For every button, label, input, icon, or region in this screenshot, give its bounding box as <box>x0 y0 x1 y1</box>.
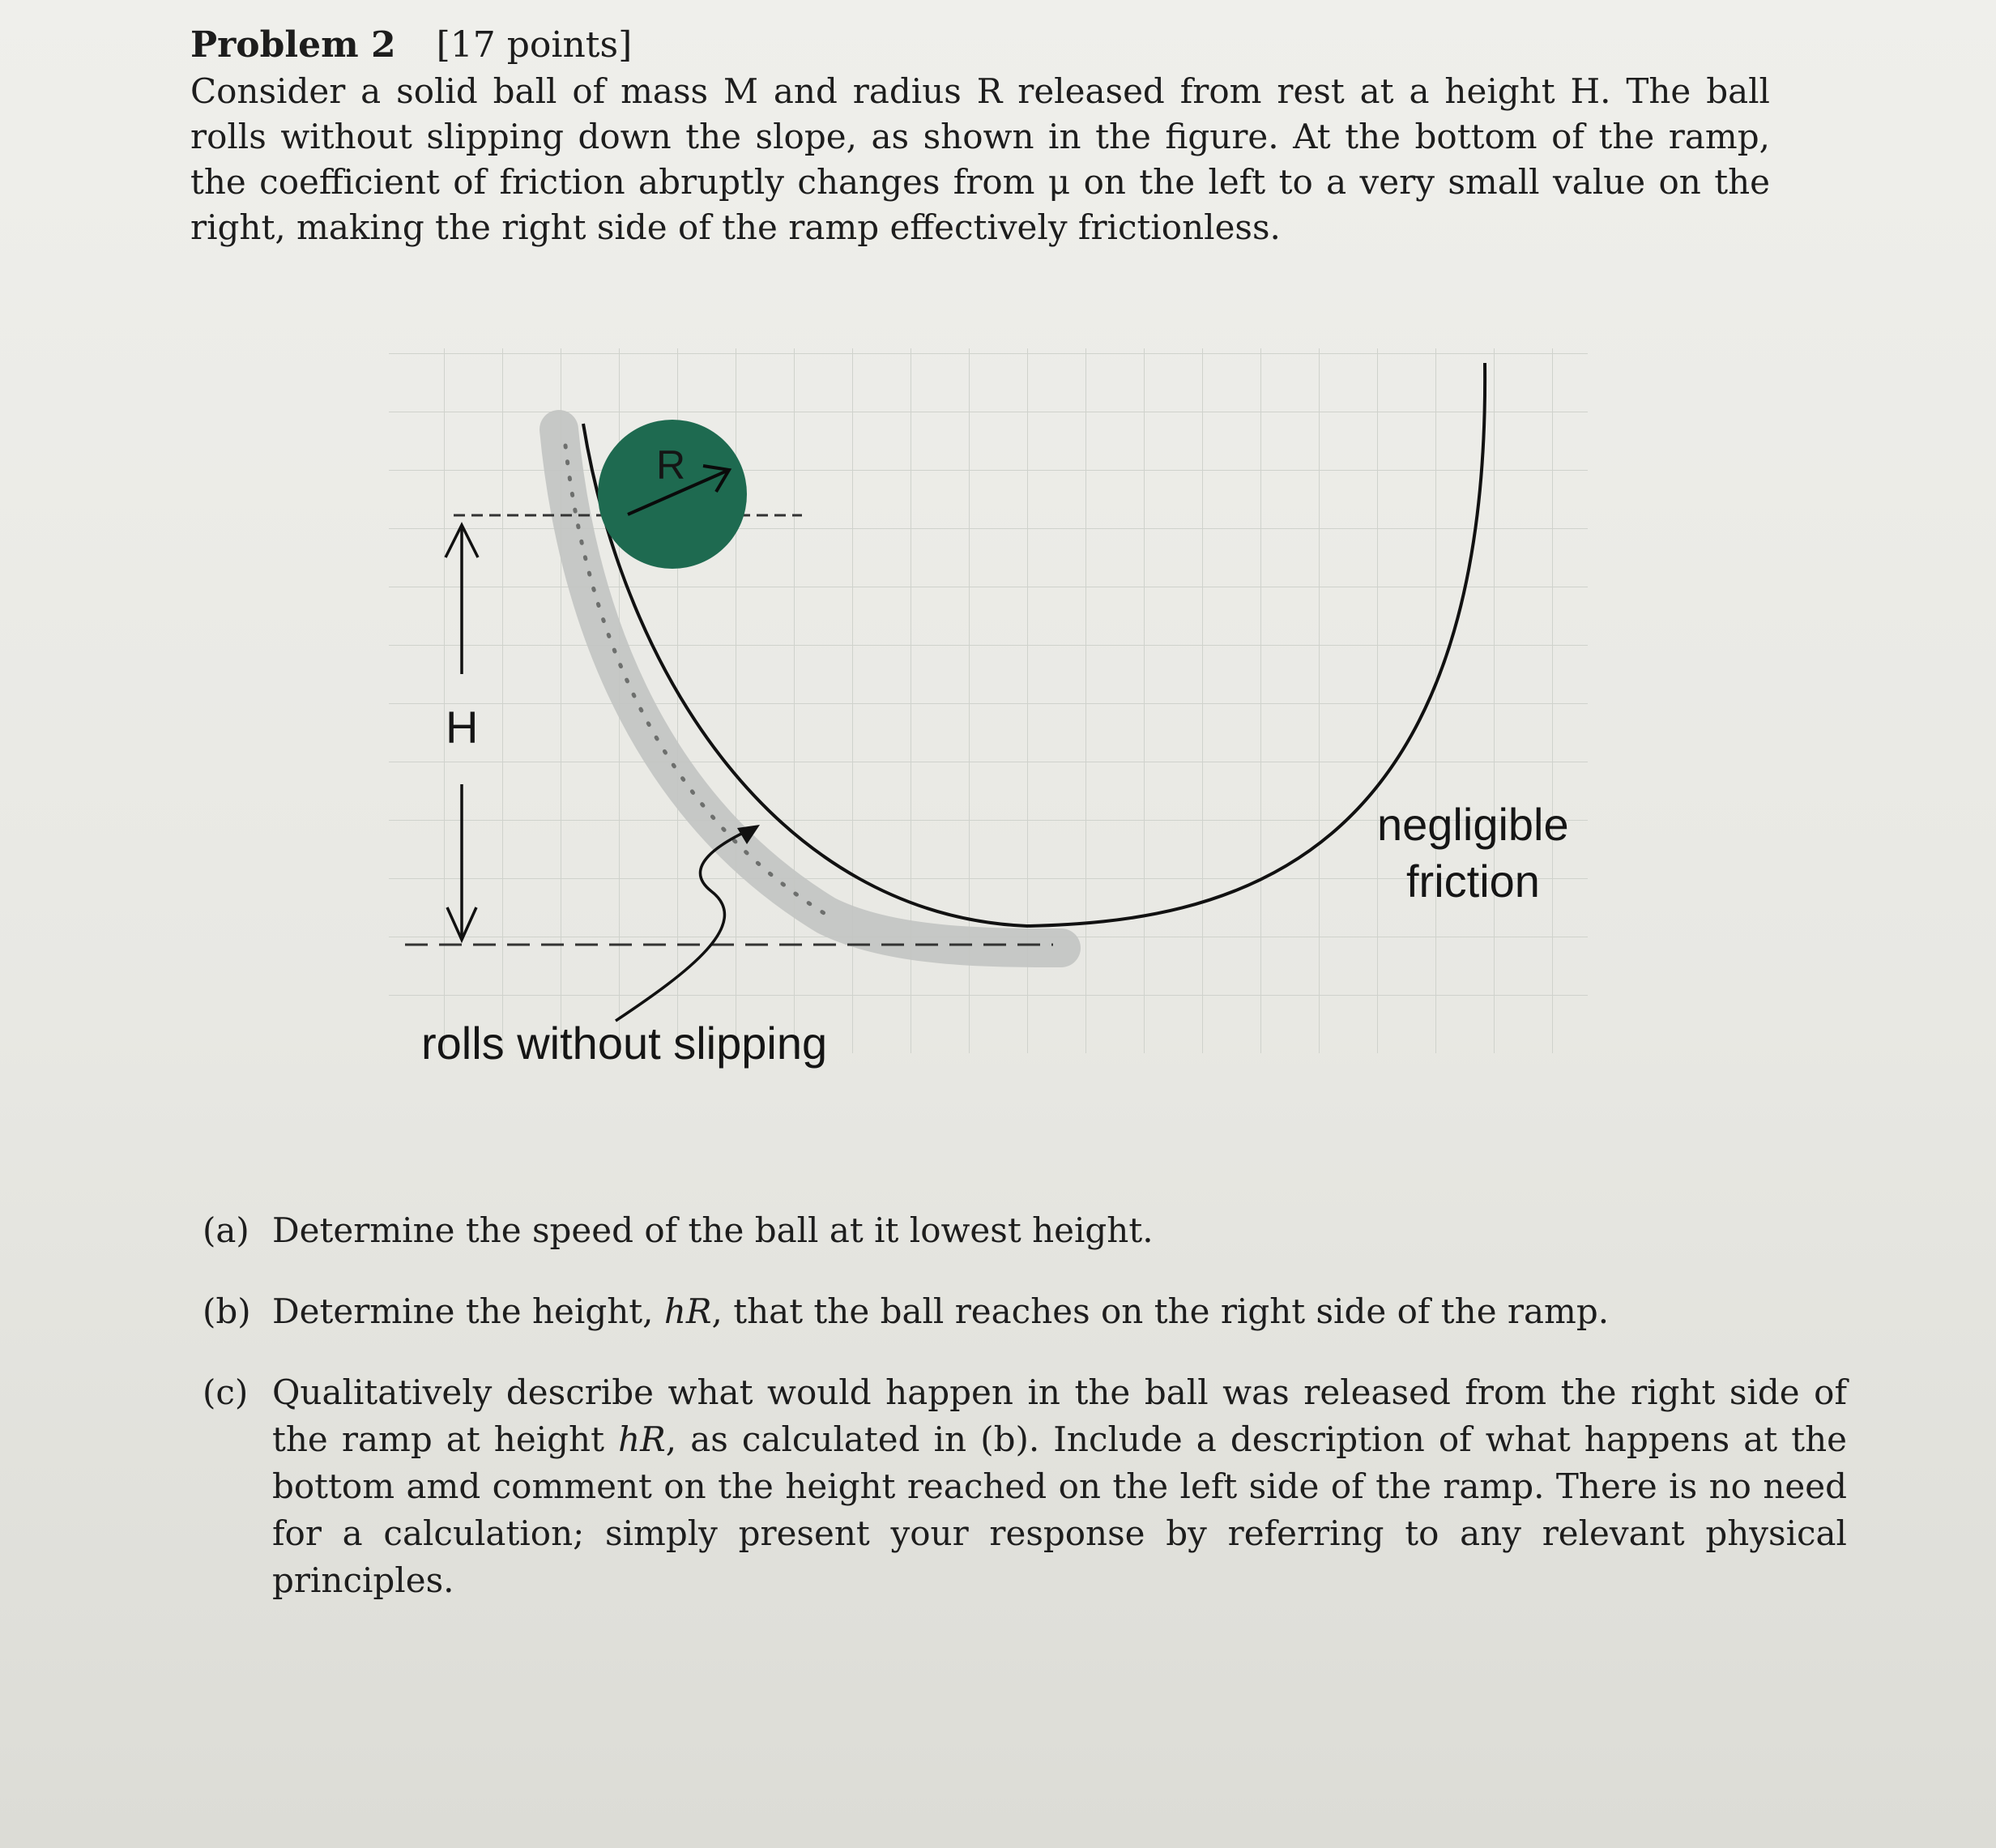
question-label: (b) <box>203 1291 251 1331</box>
rolls-without-slipping-label: rolls without slipping <box>421 1018 828 1069</box>
question-a <box>203 1207 1847 1254</box>
question-text-part: , that the ball reaches on the right side of the ramp. <box>711 1291 1610 1331</box>
radius-label: R <box>656 442 686 488</box>
question-label: (c) <box>203 1372 249 1412</box>
height-label: H <box>446 702 479 753</box>
height-variable: hR <box>618 1419 666 1459</box>
question-text-part: Qualitatively describe what would happen in the ball was released from the right side of the ramp at height <box>272 1372 1847 1459</box>
ramp-diagram <box>373 332 1620 1094</box>
problem-intro <box>190 69 1770 250</box>
problem-title: Problem 2 <box>190 24 396 66</box>
question-b <box>203 1288 1847 1335</box>
negligible-label: negligible <box>1377 799 1569 850</box>
height-variable: hR <box>663 1291 712 1331</box>
problem-intro-text: Consider a solid ball of mass M and radius R released from rest at a height H. The ball rolls without slipping down the slope, as shown in the figure. At the bottom of the ramp, the coefficient of friction abruptly changes from μ on the left to a very small value on the right, making the right side of the ramp effectively frictionless. <box>190 71 1770 247</box>
question-c <box>203 1369 1847 1604</box>
question-text-part: Determine the height, <box>272 1291 664 1331</box>
problem-heading <box>190 24 632 66</box>
question-label: (a) <box>203 1210 250 1250</box>
ramp-figure <box>373 332 1620 1094</box>
question-text <box>272 1369 1847 1604</box>
question-list <box>203 1207 1847 1638</box>
friction-label: friction <box>1406 856 1540 907</box>
problem-points: [17 points] <box>436 24 633 66</box>
question-text: Determine the speed of the ball at it lowest height. <box>272 1210 1154 1250</box>
question-text <box>272 1288 1847 1335</box>
question-text-part: , as calculated in (b). Include a description of what happens at the bottom amd comment on the height reached on the left side of the ramp. There is no need for a calculation; simply present your response by referring to any relevant physical principles. <box>272 1419 1848 1600</box>
